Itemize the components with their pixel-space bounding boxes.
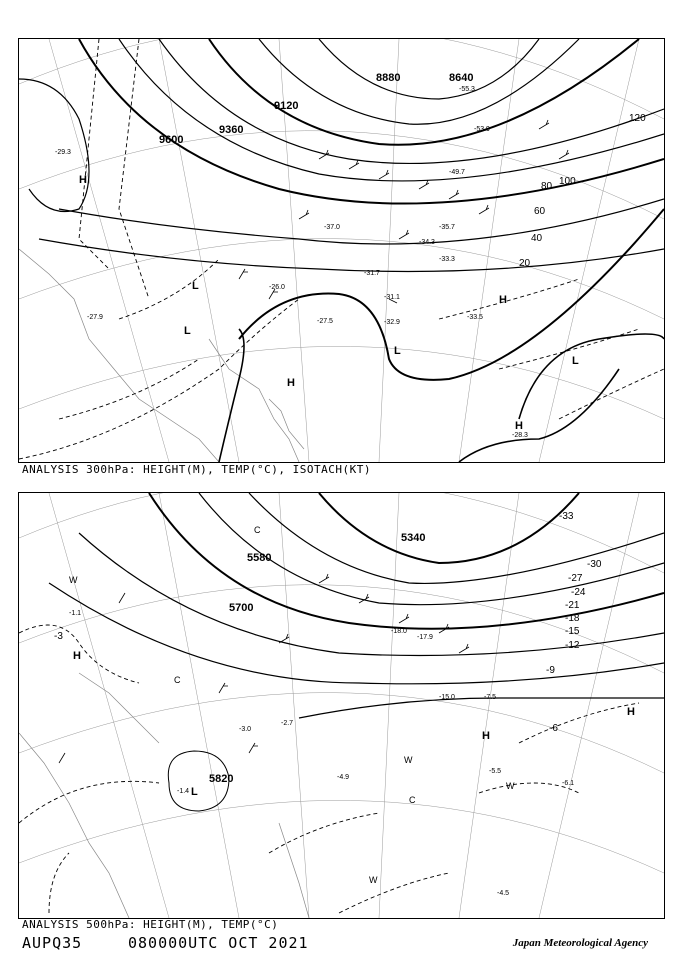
height-label: 8640 xyxy=(449,72,474,84)
isotach-label: 100 xyxy=(559,176,576,187)
temp-contour-label: -3 xyxy=(54,631,63,642)
temp-contour-label: -12 xyxy=(565,640,580,651)
temp-contour-label: -21 xyxy=(565,600,580,611)
temp-label: -3.0 xyxy=(239,726,252,733)
map-300hpa-svg xyxy=(19,39,664,462)
temp-label: -4.5 xyxy=(497,890,510,897)
temp-contour-label: -30 xyxy=(587,559,602,570)
temp-label: -33.5 xyxy=(467,314,483,321)
isotach-label: 60 xyxy=(534,206,546,217)
high-center-marker: H xyxy=(287,377,295,389)
isotach-label: 80 xyxy=(541,181,553,192)
height-label: 9120 xyxy=(274,100,299,112)
high-center-marker: H xyxy=(482,730,490,742)
high-center-marker: H xyxy=(627,706,635,718)
height-label: 5340 xyxy=(401,532,426,544)
high-center-marker: H xyxy=(515,420,523,432)
height-labels-500 xyxy=(209,532,425,785)
chart-timestamp: 080000UTC OCT 2021 xyxy=(128,934,309,952)
warm-mark: W xyxy=(69,575,78,585)
map-panel-500hpa xyxy=(18,492,665,919)
caption-300hpa: ANALYSIS 300hPa: HEIGHT(M), TEMP(°C), ISOTACH(KT) xyxy=(22,463,372,476)
temp-contour-label: -18 xyxy=(565,613,580,624)
height-label: 5700 xyxy=(229,602,254,614)
temp-contour-label: -33 xyxy=(559,511,574,522)
cold-mark: C xyxy=(174,675,181,685)
height-label: 9600 xyxy=(159,134,184,146)
graticule-500 xyxy=(19,493,664,918)
temp-label: -1.4 xyxy=(177,788,190,795)
temp-label: -55.3 xyxy=(459,86,475,93)
high-center-marker: H xyxy=(79,174,87,186)
isotach-label: 40 xyxy=(531,233,543,244)
temp-label: -4.9 xyxy=(337,774,350,781)
warm-mark: W xyxy=(404,755,413,765)
height-contours-500 xyxy=(49,493,664,811)
temp-label: -18.0 xyxy=(391,628,407,635)
warm-mark: W xyxy=(369,875,378,885)
temp-label: -2.7 xyxy=(281,720,294,727)
caption-500hpa: ANALYSIS 500hPa: HEIGHT(M), TEMP(°C) xyxy=(22,918,279,931)
temp-contour-label: -15 xyxy=(565,626,580,637)
temp-label: -31.7 xyxy=(364,270,380,277)
temp-label: -29.3 xyxy=(55,149,71,156)
temp-label: -27.9 xyxy=(87,314,103,321)
high-center-marker: H xyxy=(499,294,507,306)
temp-label: -33.3 xyxy=(439,256,455,263)
temp-contour-label: -6 xyxy=(549,723,558,734)
low-center-marker: L xyxy=(191,786,198,798)
temp-label: -7.5 xyxy=(484,694,497,701)
warm-mark: W xyxy=(506,781,515,791)
chart-id: AUPQ35 xyxy=(22,934,83,952)
isotach-label: 20 xyxy=(519,258,531,269)
temp-label: -34.3 xyxy=(419,239,435,246)
temp-contour-label: -9 xyxy=(546,665,555,676)
isotach-label: 120 xyxy=(629,113,646,124)
temp-label: -17.9 xyxy=(417,634,433,641)
temp-label: -32.9 xyxy=(384,319,400,326)
temp-label: -53.9 xyxy=(474,126,490,133)
height-label: 8880 xyxy=(376,72,401,84)
temp-label: -31.1 xyxy=(384,294,400,301)
map-panel-300hpa xyxy=(18,38,665,463)
temp-label: -5.5 xyxy=(489,768,502,775)
warm-cold-marks-500 xyxy=(69,525,515,885)
temp-label: -49.7 xyxy=(449,169,465,176)
low-center-marker: L xyxy=(394,345,401,357)
map-500hpa-svg xyxy=(19,493,664,918)
temp-label: -6.1 xyxy=(562,780,575,787)
low-center-marker: L xyxy=(572,355,579,367)
temp-contour-label: -24 xyxy=(571,587,586,598)
height-label: 5820 xyxy=(209,773,234,785)
cold-mark: C xyxy=(409,795,416,805)
height-labels-300 xyxy=(159,72,473,146)
temp-label: -35.7 xyxy=(439,224,455,231)
temp-label: -37.0 xyxy=(324,224,340,231)
cold-mark: C xyxy=(254,525,261,535)
isotachs-300 xyxy=(19,39,664,459)
wind-barbs-500 xyxy=(59,574,469,763)
temp-label: -28.3 xyxy=(512,432,528,439)
height-contours-300 xyxy=(19,39,664,462)
graticule-300 xyxy=(19,39,664,462)
agency-credit: Japan Meteorological Agency xyxy=(512,937,648,949)
high-center-marker: H xyxy=(73,650,81,662)
low-center-marker: L xyxy=(184,325,191,337)
temp-label: -27.5 xyxy=(317,318,333,325)
temp-label: -26.0 xyxy=(269,284,285,291)
coastline-300 xyxy=(19,249,304,462)
low-center-marker: L xyxy=(192,280,199,292)
pressure-centers-300 xyxy=(79,174,579,432)
temp-label: -1.1 xyxy=(69,610,82,617)
height-label: 5580 xyxy=(247,552,272,564)
temp-label: -15.0 xyxy=(439,694,455,701)
height-label: 9360 xyxy=(219,124,244,136)
temp-contour-label: -27 xyxy=(568,573,583,584)
